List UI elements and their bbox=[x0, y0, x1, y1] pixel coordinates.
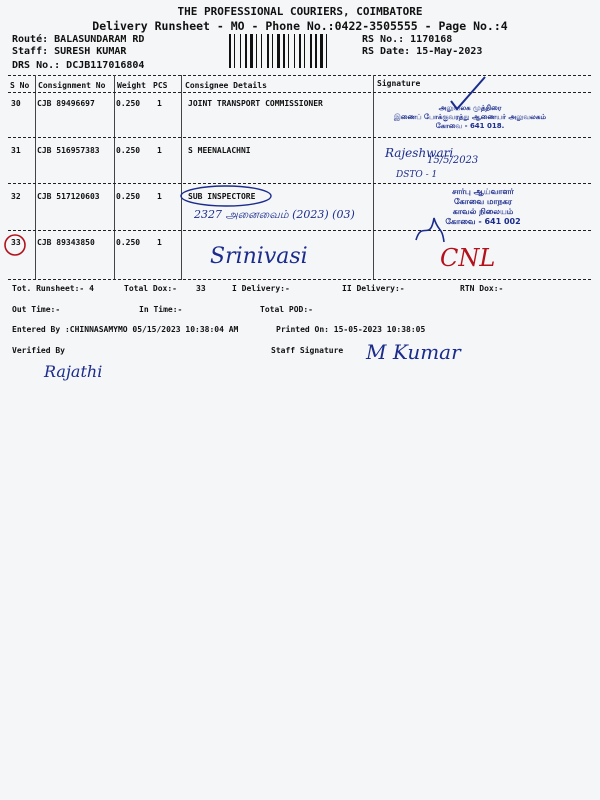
i-delivery: I Delivery:- bbox=[232, 284, 290, 293]
row-sno: 30 bbox=[11, 99, 21, 108]
staff-label: Staff: SURESH KUMAR bbox=[12, 46, 127, 57]
row-pcs: 1 bbox=[157, 238, 162, 247]
col-header-consignment: Consignment No bbox=[38, 81, 106, 90]
row-rule bbox=[8, 137, 591, 138]
total-pod: Total POD:- bbox=[260, 305, 313, 314]
row-consignee: S MEENALACHNI bbox=[188, 146, 251, 155]
total-dox-count: 33 bbox=[196, 284, 206, 293]
entered-by: Entered By :CHINNASAMYMO 05/15/2023 10:38:04 AM bbox=[12, 325, 239, 334]
stamp-line: கோவை மாநகர bbox=[454, 197, 512, 206]
row-pcs: 1 bbox=[157, 146, 162, 155]
row-consignment: CJB 517120603 bbox=[37, 192, 100, 201]
row-rule bbox=[8, 183, 591, 184]
row-pcs: 1 bbox=[157, 192, 162, 201]
row-weight: 0.250 bbox=[116, 238, 141, 247]
company-title: THE PROFESSIONAL COURIERS, COIMBATORE bbox=[177, 5, 423, 18]
total-runsheet: Tot. Runsheet:- 4 bbox=[12, 284, 94, 293]
header-rule bbox=[8, 92, 591, 93]
in-time: In Time:- bbox=[139, 305, 183, 314]
row-sno: 33 bbox=[11, 238, 21, 247]
row-weight: 0.250 bbox=[116, 146, 141, 155]
row-sno: 31 bbox=[11, 146, 21, 155]
handwritten-signature-row33: Srinivasi bbox=[210, 244, 308, 269]
row-sno: 32 bbox=[11, 192, 21, 201]
rs-date: RS Date: 15-May-2023 bbox=[362, 46, 483, 57]
runsheet-subtitle: Delivery Runsheet - MO - Phone No.:0422-3505555 - Page No.:4 bbox=[92, 19, 508, 33]
ii-delivery: II Delivery:- bbox=[342, 284, 405, 293]
row-weight: 0.250 bbox=[116, 192, 141, 201]
col-header-signature: Signature bbox=[377, 79, 421, 88]
col-divider bbox=[373, 75, 374, 280]
col-divider bbox=[35, 75, 36, 280]
drs-number: DRS No.: DCJB117016804 bbox=[12, 60, 145, 71]
office-stamp-row30 bbox=[380, 104, 560, 131]
stamp-line: கோவை - 641 002 bbox=[445, 217, 521, 226]
row-consignment: CJB 89343850 bbox=[37, 238, 95, 247]
handwritten-signature-row31: Rajeshwari bbox=[385, 146, 454, 160]
staff-signature: M Kumar bbox=[366, 340, 461, 364]
handwritten-cnl-mark: CNL bbox=[440, 244, 496, 272]
stamp-line: காவல் நிலையம் bbox=[452, 207, 514, 216]
red-circle-mark bbox=[2, 232, 28, 258]
scribble-mark-icon bbox=[412, 212, 448, 246]
stamp-line: கோவை - 641 018. bbox=[435, 122, 505, 130]
stamp-line: சார்பு ஆய்வாளர் bbox=[452, 187, 514, 196]
col-divider bbox=[114, 75, 115, 280]
stamp-line: இணைப் போக்குவரத்து ஆணையர் அலுவலகம் bbox=[394, 113, 546, 121]
row-rule bbox=[8, 230, 591, 231]
out-time: Out Time:- bbox=[12, 305, 61, 314]
col-header-pcs: PCS bbox=[153, 81, 168, 90]
barcode bbox=[229, 34, 351, 68]
printed-on: Printed On: 15-05-2023 10:38:05 bbox=[276, 325, 426, 334]
col-divider bbox=[181, 75, 182, 280]
staff-signature-label: Staff Signature bbox=[271, 346, 344, 355]
table-bottom-rule bbox=[8, 279, 591, 280]
row-consignee: SUB INSPECTORE bbox=[188, 192, 256, 201]
rtn-dox: RTN Dox:- bbox=[460, 284, 504, 293]
table-top-rule bbox=[8, 75, 591, 76]
col-header-sno: S No bbox=[10, 81, 30, 90]
route-label: Routé: BALASUNDARAM RD bbox=[12, 34, 145, 45]
stamp-line: அலுவலக முத்திரை bbox=[438, 104, 502, 112]
circled-consignee-mark bbox=[178, 183, 274, 209]
row-consignee: JOINT TRANSPORT COMMISSIONER bbox=[188, 99, 323, 108]
handwritten-note-row32: 2327 அனைவைம் (2023) (03) bbox=[194, 208, 355, 221]
verified-by-signature: Rajathi bbox=[44, 362, 103, 381]
handwritten-note-row31: DSTO - 1 bbox=[396, 170, 438, 180]
rs-number: RS No.: 1170168 bbox=[362, 34, 453, 45]
row-pcs: 1 bbox=[157, 99, 162, 108]
col-header-consignee: Consignee Details bbox=[185, 81, 267, 90]
verified-by-label: Verified By bbox=[12, 346, 65, 355]
row-consignment: CJB 89496697 bbox=[37, 99, 95, 108]
total-dox-label: Total Dox:- bbox=[124, 284, 177, 293]
row-consignment: CJB 516957383 bbox=[37, 146, 100, 155]
col-header-weight: Weight bbox=[117, 81, 146, 90]
handwritten-date-row31: 15/5/2023 bbox=[427, 155, 479, 166]
row-weight: 0.250 bbox=[116, 99, 141, 108]
